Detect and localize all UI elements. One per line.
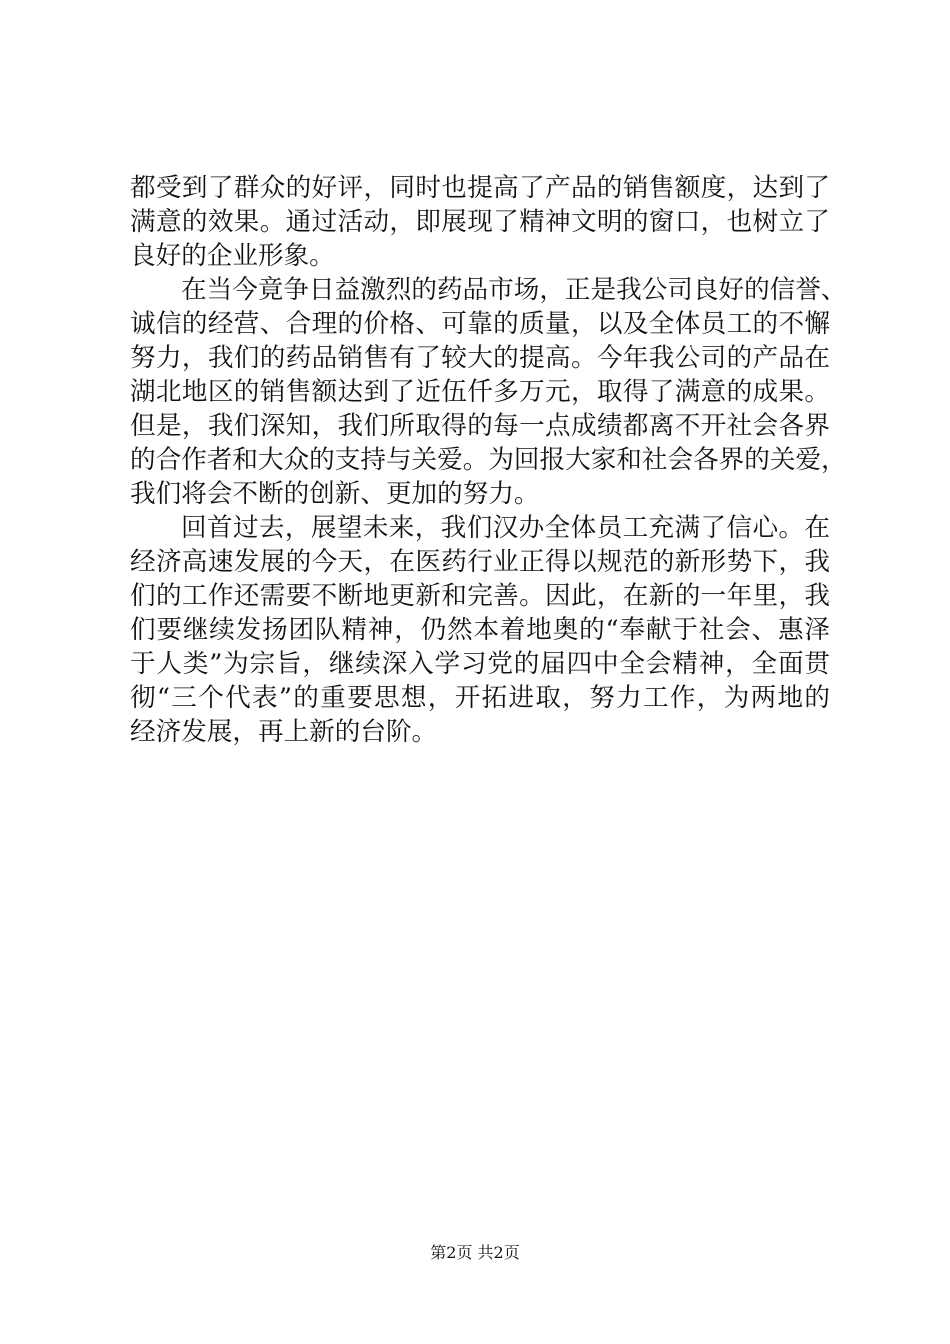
text-line: 于人类”为宗旨，继续深入学习党的届四中全会精神，全面贯 <box>130 649 830 679</box>
page-footer: 第2页 共2页 <box>430 1243 520 1262</box>
text-line: 都受到了群众的好评，同时也提高了产品的销售额度，达到了 <box>130 173 830 203</box>
text-line: 们的工作还需要不断地更新和完善。因此，在新的一年里，我 <box>130 581 830 611</box>
text-line: 但是，我们深知，我们所取得的每一点成绩都离不开社会各界 <box>130 411 830 441</box>
text-line: 的合作者和大众的支持与关爱。为回报大家和社会各界的关爱， <box>130 445 847 475</box>
text-line: 湖北地区的销售额达到了近伍仟多万元，取得了满意的成果。 <box>130 377 830 407</box>
text-line: 我们将会不断的创新、更加的努力。 <box>130 479 540 509</box>
text-line: 满意的效果。通过活动，即展现了精神文明的窗口，也树立了 <box>130 207 830 237</box>
text-line: 努力，我们的药品销售有了较大的提高。今年我公司的产品在 <box>130 343 830 373</box>
text-line: 良好的企业形象。 <box>130 241 335 271</box>
body-text <box>130 171 847 749</box>
text-line: 经济高速发展的今天，在医药行业正得以规范的新形势下，我 <box>130 547 830 577</box>
text-line: 在当今竟争日益激烈的药品市场，正是我公司良好的信誉、 <box>181 275 847 305</box>
text-line: 经济发展，再上新的台阶。 <box>130 717 438 747</box>
text-line: 们要继续发扬团队精神，仍然本着地奥的“奉献于社会、惠泽 <box>130 615 830 645</box>
text-line: 回首过去，展望未来，我们汉办全体员工充满了信心。在 <box>181 513 830 543</box>
text-line: 诚信的经营、合理的价格、可靠的质量，以及全体员工的不懈 <box>130 309 830 339</box>
text-line: 彻“三个代表”的重要思想，开拓进取，努力工作，为两地的 <box>130 683 830 713</box>
